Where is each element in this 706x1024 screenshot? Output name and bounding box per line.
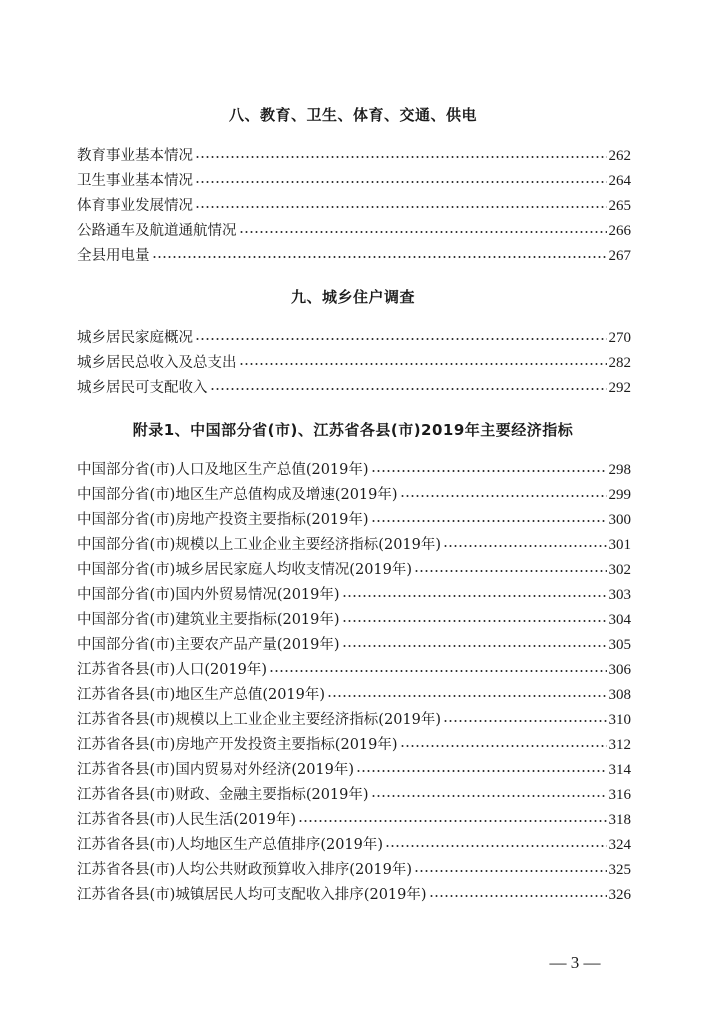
toc-entry-title: 江苏省各县(市)人均公共财政预算收入排序(2019年) (77, 862, 413, 878)
toc-entry-title: 中国部分省(市)主要农产品产量(2019年) (77, 637, 340, 653)
toc-entry[interactable] (77, 377, 631, 399)
toc-entry-page: 265 (608, 198, 631, 214)
toc-entry-title: 中国部分省(市)建筑业主要指标(2019年) (77, 612, 340, 628)
toc-entry-title: 教育事业基本情况 (77, 148, 193, 164)
toc-entry-page: 267 (608, 248, 631, 264)
dot-leader (239, 356, 607, 366)
toc-entry[interactable] (77, 709, 631, 731)
toc-entry-title: 体育事业发展情况 (77, 198, 193, 214)
dot-leader (371, 463, 607, 473)
toc-entry-title: 江苏省各县(市)规模以上工业企业主要经济指标(2019年) (77, 712, 442, 728)
dot-leader (356, 763, 606, 773)
toc-entry-page: 282 (608, 355, 631, 371)
toc-entry-title: 中国部分省(市)规模以上工业企业主要经济指标(2019年) (77, 537, 442, 553)
toc-entry[interactable] (77, 170, 631, 192)
toc-entry[interactable] (77, 327, 631, 349)
toc-entry-page: 292 (608, 380, 631, 396)
toc-entry-page: 316 (608, 787, 631, 803)
dot-leader (385, 838, 606, 848)
dot-leader (269, 663, 606, 673)
section-heading-appendix-1: 附录1、中国部分省(市)、江苏省各县(市)2019年主要经济指标 (132, 421, 574, 439)
section-heading-education: 八、教育、卫生、体育、交通、供电 (228, 106, 477, 124)
toc-entry[interactable] (77, 484, 631, 506)
toc-entry-page: 304 (608, 612, 631, 628)
dot-leader (195, 331, 607, 341)
toc-entry[interactable] (77, 809, 631, 831)
toc-entry-page: 314 (608, 762, 631, 778)
toc-entry[interactable] (77, 634, 631, 656)
toc-entry-page: 325 (608, 862, 631, 878)
toc-entry-title: 江苏省各县(市)房地产开发投资主要指标(2019年) (77, 737, 398, 753)
toc-entry-page: 318 (608, 812, 631, 828)
toc-entry-title: 城乡居民可支配收入 (77, 380, 208, 396)
toc-entry-title: 城乡居民总收入及总支出 (77, 355, 237, 371)
dot-leader (400, 738, 607, 748)
page-number: — 3 — (549, 953, 601, 972)
toc-entry-title: 全县用电量 (77, 248, 150, 264)
toc-entry-title: 中国部分省(市)地区生产总值构成及增速(2019年) (77, 487, 398, 503)
toc-entry[interactable] (77, 509, 631, 531)
toc-entry-page: 266 (608, 223, 631, 239)
toc-entry[interactable] (77, 245, 631, 267)
dot-leader (195, 174, 607, 184)
toc-entry-title: 卫生事业基本情况 (77, 173, 193, 189)
toc-entry[interactable] (77, 559, 631, 581)
dot-leader (443, 713, 606, 723)
toc-entry-page: 312 (608, 737, 631, 753)
toc-entry[interactable] (77, 659, 631, 681)
toc-entry-title: 江苏省各县(市)国内贸易对外经济(2019年) (77, 762, 355, 778)
toc-entry[interactable] (77, 609, 631, 631)
toc-entry[interactable] (77, 784, 631, 806)
toc-entry-page: 305 (608, 637, 631, 653)
toc-entry-title: 中国部分省(市)房地产投资主要指标(2019年) (77, 512, 369, 528)
toc-entry[interactable] (77, 734, 631, 756)
dot-leader (210, 381, 607, 391)
section-heading-household-survey: 九、城乡住户调查 (290, 288, 415, 306)
dot-leader (414, 563, 606, 573)
toc-entry-page: 326 (608, 887, 631, 903)
dot-leader (342, 588, 607, 598)
dot-leader (414, 863, 606, 873)
toc-entry-title: 江苏省各县(市)城镇居民人均可支配收入排序(2019年) (77, 887, 427, 903)
toc-entry-page: 301 (608, 537, 631, 553)
toc-entry-page: 308 (608, 687, 631, 703)
dot-leader (195, 199, 607, 209)
dot-leader (195, 149, 607, 159)
toc-entry-title: 中国部分省(市)国内外贸易情况(2019年) (77, 587, 340, 603)
dot-leader (371, 788, 607, 798)
toc-entry[interactable] (77, 684, 631, 706)
toc-entry-page: 264 (608, 173, 631, 189)
toc-entry[interactable] (77, 884, 631, 906)
dot-leader (429, 888, 607, 898)
toc-entry[interactable] (77, 834, 631, 856)
toc-entry-page: 262 (608, 148, 631, 164)
toc-entry-title: 公路通车及航道通航情况 (77, 223, 237, 239)
toc-entry[interactable] (77, 534, 631, 556)
toc-entry-title: 城乡居民家庭概况 (77, 330, 193, 346)
toc-entry[interactable] (77, 145, 631, 167)
dot-leader (371, 513, 607, 523)
toc-entry-title: 江苏省各县(市)人民生活(2019年) (77, 812, 297, 828)
toc-entry-page: 299 (608, 487, 631, 503)
toc-entry-page: 302 (608, 562, 631, 578)
toc-entry-page: 310 (608, 712, 631, 728)
toc-entry[interactable] (77, 759, 631, 781)
toc-entry-title: 江苏省各县(市)地区生产总值(2019年) (77, 687, 326, 703)
toc-entry[interactable] (77, 859, 631, 881)
dot-leader (298, 813, 606, 823)
dot-leader (152, 249, 607, 259)
dot-leader (239, 224, 607, 234)
toc-entry-page: 306 (608, 662, 631, 678)
toc-entry-title: 江苏省各县(市)人均地区生产总值排序(2019年) (77, 837, 384, 853)
dot-leader (342, 613, 607, 623)
toc-entry[interactable] (77, 195, 631, 217)
dot-leader (443, 538, 606, 548)
dot-leader (327, 688, 606, 698)
toc-entry[interactable] (77, 352, 631, 374)
toc-entry-title: 江苏省各县(市)财政、金融主要指标(2019年) (77, 787, 369, 803)
toc-entry-title: 江苏省各县(市)人口(2019年) (77, 662, 268, 678)
toc-entry-page: 324 (608, 837, 631, 853)
toc-entry[interactable] (77, 459, 631, 481)
toc-entry-title: 中国部分省(市)人口及地区生产总值(2019年) (77, 462, 369, 478)
dot-leader (400, 488, 607, 498)
toc-entry-title: 中国部分省(市)城乡居民家庭人均收支情况(2019年) (77, 562, 413, 578)
toc-entry-page: 298 (608, 462, 631, 478)
dot-leader (342, 638, 607, 648)
toc-entry-page: 300 (608, 512, 631, 528)
toc-entry[interactable] (77, 584, 631, 606)
toc-entry[interactable] (77, 220, 631, 242)
toc-entry-page: 303 (608, 587, 631, 603)
toc-entry-page: 270 (608, 330, 631, 346)
